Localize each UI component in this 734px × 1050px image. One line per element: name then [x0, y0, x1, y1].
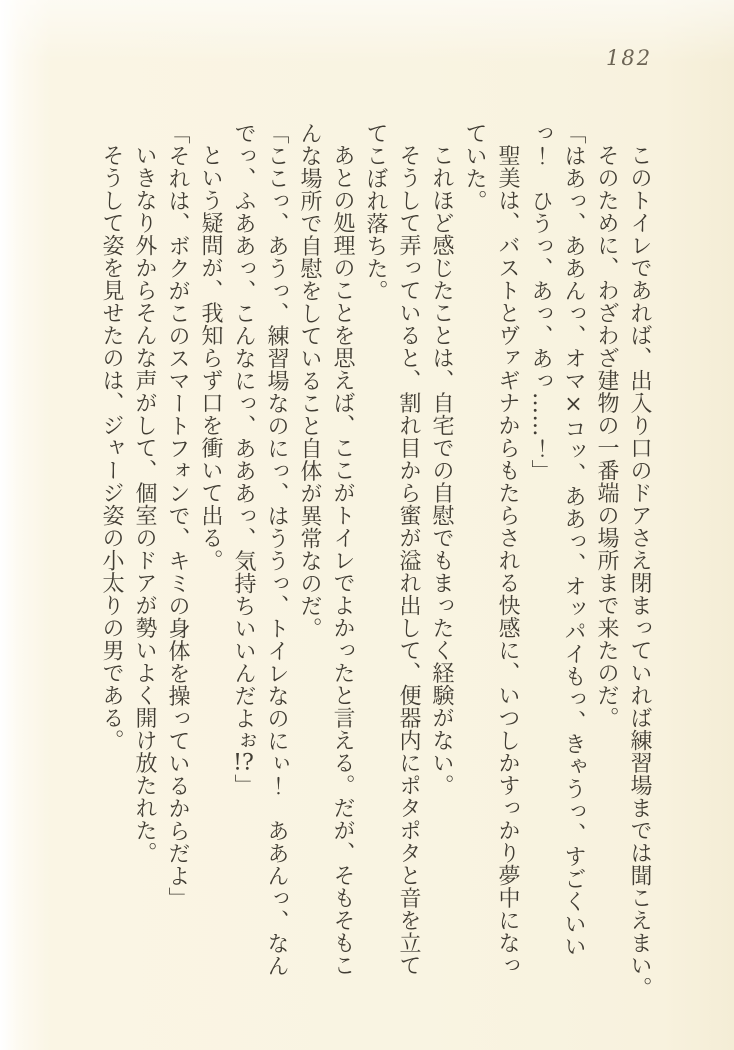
text-line: このトイレであれば、出入り口のドアさえ閉まっていれば練習場までは聞こえまい。	[627, 144, 652, 999]
text-line: 「はあっ、ああんっ、オマ×コッ、ああっ、オッパイもっ、きゃうっ、すごくいい	[561, 122, 586, 958]
text-line: という疑問が、我知らず口を衝いて出る。	[198, 144, 223, 572]
text-line: そうして姿を見せたのは、ジャージ姿の小太りの男である。	[99, 144, 124, 752]
text-line: 聖美は、バストとヴァギナからもたらされる快感に、いつしかすっかり夢中になっ	[495, 144, 520, 977]
text-line: そうして弄っていると、割れ目から蜜が溢れ出して、便器内にポタポタと音を立て	[396, 144, 421, 977]
text-line: 「ここっ、あうっ、練習場なのにっ、はううっ、トイレなのにぃ！ ああんっ、なん	[264, 122, 289, 977]
body-text	[95, 122, 656, 1022]
text-line: んな場所で自慰をしていること自体が異常なのだ。	[297, 122, 322, 640]
page-number: 182	[606, 46, 653, 70]
text-line: そのために、わざわざ建物の一番端の場所まで来たのだ。	[594, 144, 619, 729]
text-line: いきなり外からそんな声がして、個室のドアが勢いよく開け放たれた。	[132, 144, 157, 864]
text-line: これほど感じたことは、自宅での自慰でもまったく経験がない。	[429, 144, 454, 797]
text-line: っ！ ひうっ、あっ、あっ……！」	[528, 122, 553, 482]
text-line: 「それは、ボクがこのスマートフォンで、キミの身体を操っているからだよ」	[165, 122, 190, 910]
text-line: でっ、ふああっ、こんなにっ、あああっ、気持ちいいんだよぉ!?」	[231, 122, 256, 797]
text-line: ていた。	[462, 122, 487, 212]
tatechuyoko: !?	[233, 752, 254, 774]
text-line: てこぼれ落ちた。	[363, 122, 388, 302]
text-line: あとの処理のことを思えば、ここがトイレでよかったと言える。だが、そもそもこ	[330, 144, 355, 977]
